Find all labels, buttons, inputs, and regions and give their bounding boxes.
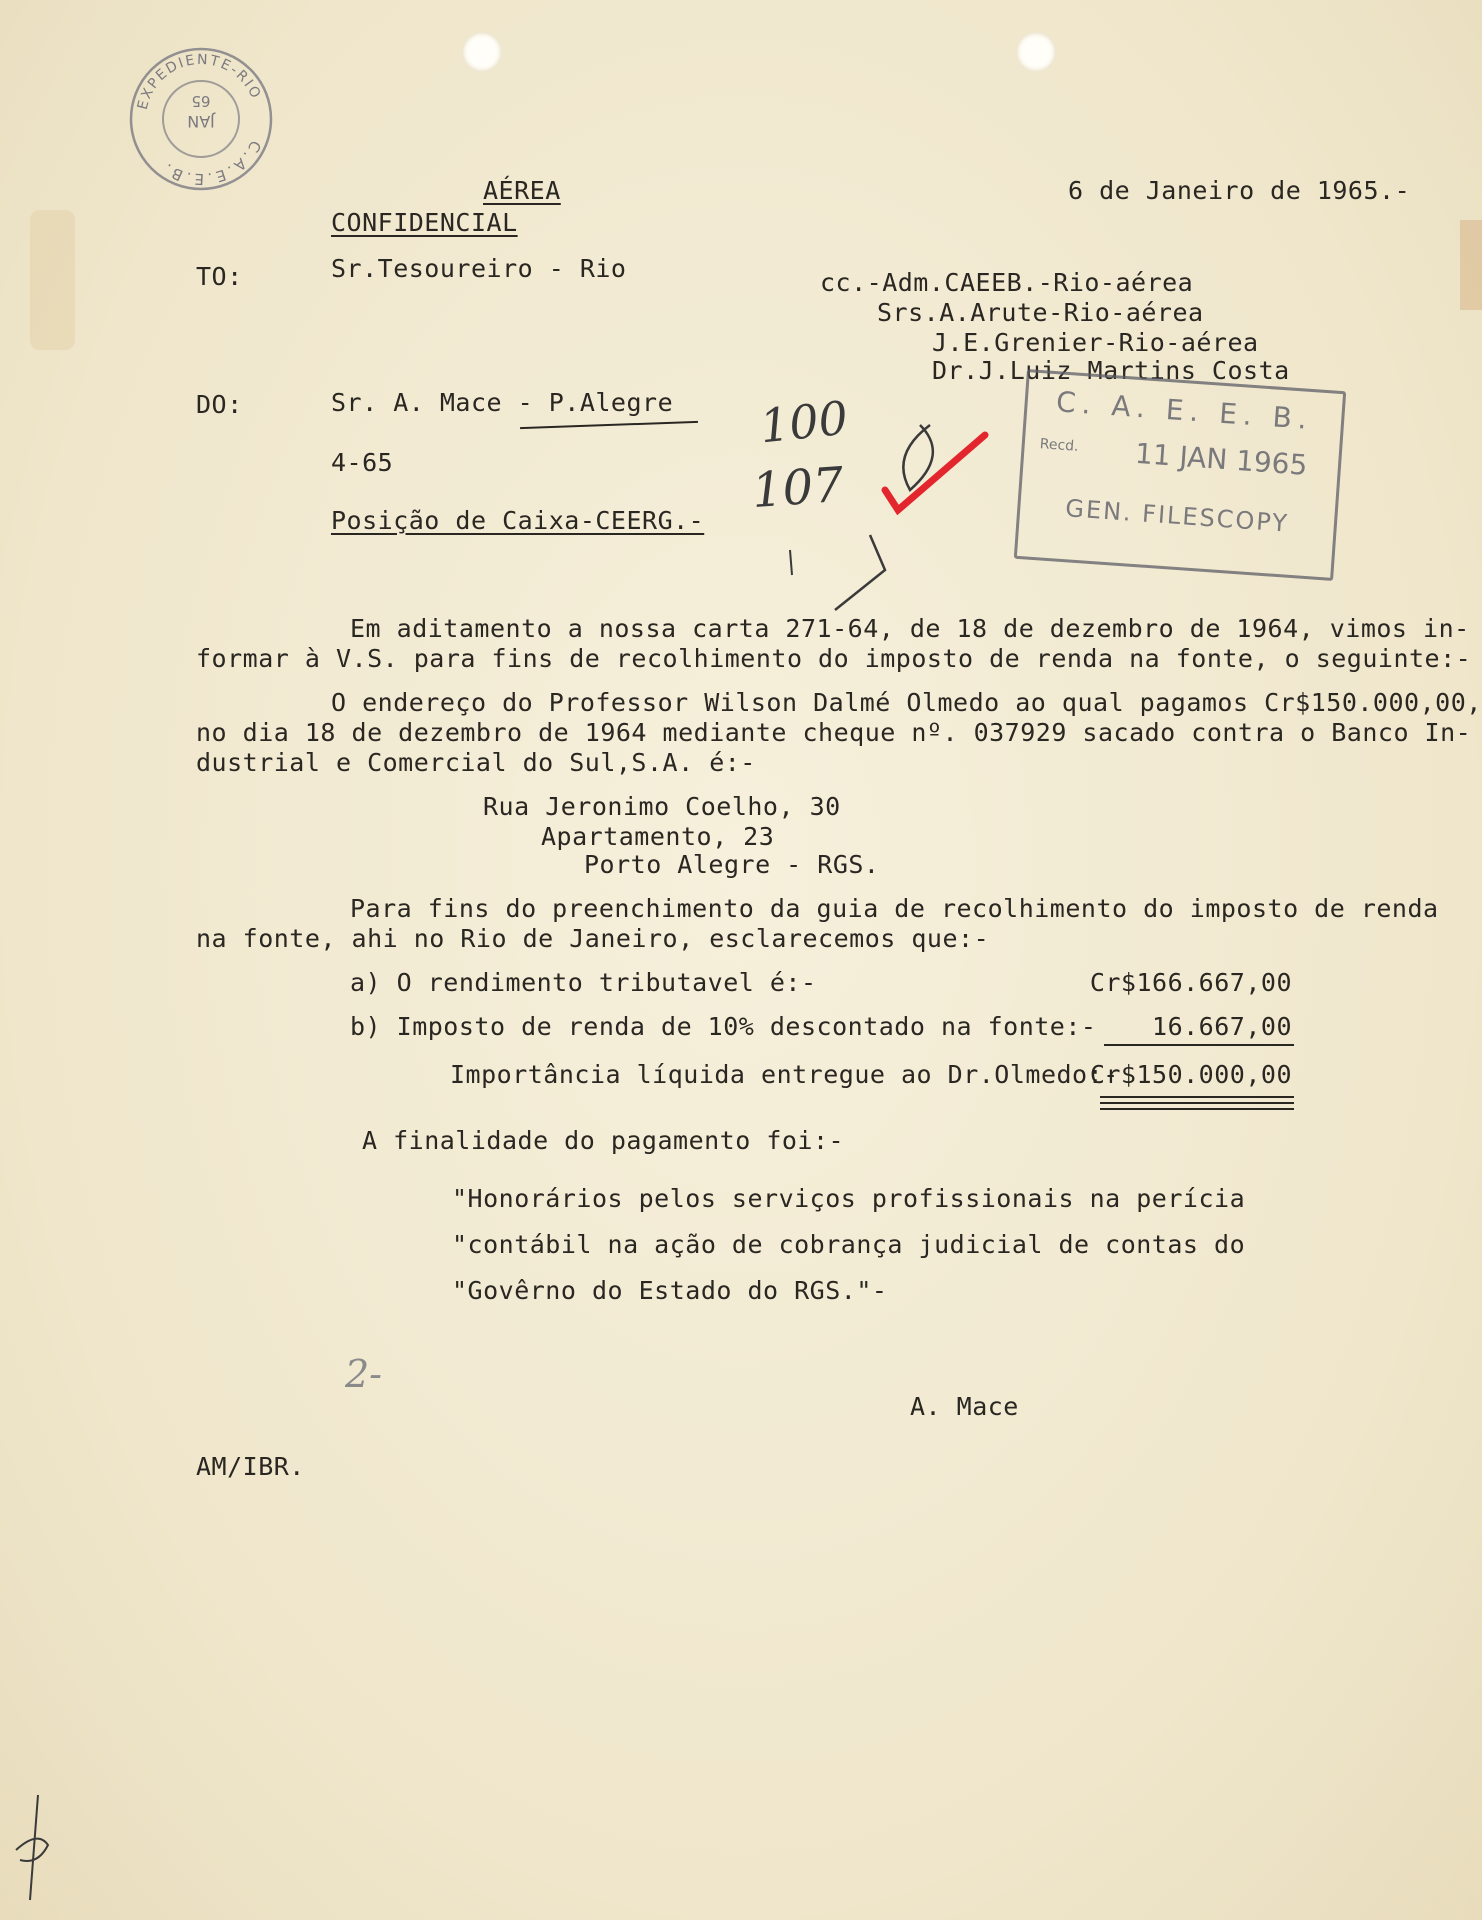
received-stamp-name: C. A. E. E. B. [1055, 385, 1314, 437]
item-amount: Cr$166.667,00 [1089, 968, 1292, 997]
from-label: DO: [196, 390, 243, 419]
airmail-label: AÉREA [483, 176, 561, 205]
punch-hole [462, 32, 502, 72]
pencil-mark: 2- [345, 1352, 383, 1396]
received-stamp-file: GEN. FILESCOPY [1064, 494, 1290, 538]
confidential-label: CONFIDENCIAL [331, 208, 518, 237]
cc-line: Dr.J.Luiz Martins Costa [932, 356, 1290, 385]
item-label: Importância líquida entregue ao Dr.Olmedo:- [450, 1060, 1119, 1089]
paper-edge-tab [1460, 220, 1482, 310]
check-marks [780, 415, 1000, 625]
cc-line: Srs.A.Arute-Rio-aérea [877, 298, 1204, 327]
received-stamp-label: Recd. [1039, 436, 1080, 455]
handwritten-number: 107 [750, 456, 846, 520]
handwritten-number: 100 [757, 390, 851, 454]
subject-line: Posição de Caixa-CEERG.- [331, 506, 705, 535]
body-line: O endereço do Professor Wilson Dalmé Olmedo ao qual pagamos Cr$150.000,00, [331, 688, 1482, 717]
received-stamp [1014, 369, 1346, 581]
item-amount: 16.667,00 [1152, 1012, 1292, 1041]
total-double-rule [1100, 1102, 1294, 1104]
margin-scribble [8, 1790, 58, 1910]
from-value: Sr. A. Mace - P.Alegre [331, 388, 674, 417]
item-label: a) O rendimento tributavel é:- [350, 968, 817, 997]
address-line: Porto Alegre - RGS. [584, 850, 880, 879]
round-stamp-bottom: EXPEDIENTE-RIO [134, 51, 265, 112]
round-stamp-top: C.A.E.E.B. [157, 137, 265, 189]
round-stamp-month: JAN [187, 112, 215, 131]
round-stamp [126, 44, 276, 194]
purpose-intro: A finalidade do pagamento foi:- [362, 1126, 845, 1155]
handwritten-underline [520, 421, 698, 429]
quote-line: "Govêrno do Estado do RGS."- [452, 1276, 888, 1305]
to-value: Sr.Tesoureiro - Rio [331, 254, 627, 283]
body-line: Em aditamento a nossa carta 271-64, de 18 de dezembro de 1964, vimos in- [350, 614, 1470, 643]
cc-line: J.E.Grenier-Rio-aérea [932, 328, 1259, 357]
quote-line: "contábil na ação de cobrança judicial de contas do [452, 1230, 1246, 1259]
body-line: dustrial e Comercial do Sul,S.A. é:- [196, 748, 756, 777]
round-stamp-year: 65 [191, 92, 211, 110]
body-line: Para fins do preenchimento da guia de recolhimento do imposto de renda [350, 894, 1439, 923]
address-line: Apartamento, 23 [541, 822, 775, 851]
body-line: na fonte, ahi no Rio de Janeiro, esclarecemos que:- [196, 924, 990, 953]
item-amount: Cr$150.000,00 [1089, 1060, 1292, 1089]
to-label: TO: [196, 262, 243, 291]
reference-number: 4-65 [331, 448, 394, 477]
cc-line: cc.-Adm.CAEEB.-Rio-aérea [820, 268, 1194, 297]
total-double-rule [1100, 1108, 1294, 1110]
paper-stain [30, 210, 75, 350]
quote-line: "Honorários pelos serviços profissionais na perícia [452, 1184, 1246, 1213]
punch-hole [1016, 32, 1056, 72]
typist-initials: AM/IBR. [196, 1452, 305, 1481]
body-line: formar à V.S. para fins de recolhimento do imposto de renda na fonte, o seguinte:- [196, 644, 1472, 673]
item-label: b) Imposto de renda de 10% descontado na fonte:- [350, 1012, 1097, 1041]
signature: A. Mace [910, 1392, 1019, 1421]
address-line: Rua Jeronimo Coelho, 30 [483, 792, 841, 821]
received-stamp-date: 11 JAN 1965 [1133, 436, 1309, 482]
body-line: no dia 18 de dezembro de 1964 mediante cheque nº. 037929 sacado contra o Banco In- [196, 718, 1472, 747]
total-double-rule [1100, 1096, 1294, 1098]
letter-date: 6 de Janeiro de 1965.- [1068, 176, 1411, 205]
sum-rule [1104, 1044, 1294, 1046]
